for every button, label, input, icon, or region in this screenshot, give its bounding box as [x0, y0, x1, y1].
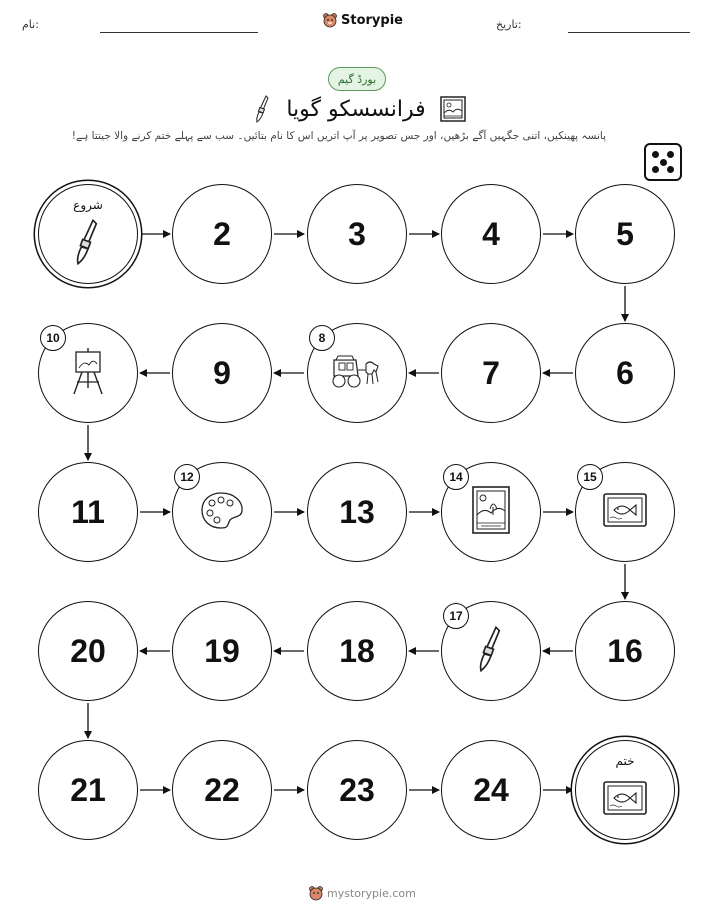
space-number: 9	[213, 354, 231, 391]
board-space-6[interactable]	[575, 323, 675, 423]
easel-icon	[68, 346, 108, 400]
space-number: 5	[616, 215, 634, 252]
fish-painting-icon	[602, 780, 648, 820]
board-space-11[interactable]	[38, 462, 138, 562]
space-number: 21	[70, 771, 106, 808]
start-label: شروع	[73, 198, 103, 212]
board-space-10[interactable]	[38, 323, 138, 423]
board-space-17[interactable]	[441, 601, 541, 701]
space-number: 13	[339, 493, 375, 530]
space-number: 2	[213, 215, 231, 252]
board-space-13[interactable]	[307, 462, 407, 562]
paintbrush-icon	[71, 217, 105, 271]
space-number: 16	[607, 632, 643, 669]
space-number: 7	[482, 354, 500, 391]
board-space-24[interactable]	[441, 740, 541, 840]
board-space-20[interactable]	[38, 601, 138, 701]
board-space-23[interactable]	[307, 740, 407, 840]
start-space[interactable]	[38, 184, 138, 284]
space-number: 11	[71, 493, 105, 530]
board-space-8[interactable]	[307, 323, 407, 423]
space-number-badge: 17	[443, 603, 469, 629]
space-number-badge: 10	[40, 325, 66, 351]
board-space-15[interactable]	[575, 462, 675, 562]
carriage-icon	[330, 352, 384, 394]
board-space-9[interactable]	[172, 323, 272, 423]
board-space-12[interactable]	[172, 462, 272, 562]
date-label: تاریخ:	[496, 18, 522, 31]
space-number: 6	[616, 354, 634, 391]
paintbrush-icon	[474, 624, 508, 678]
space-number: 19	[204, 632, 240, 669]
footer	[308, 885, 416, 901]
board-space-2[interactable]	[172, 184, 272, 284]
board-space-14[interactable]	[441, 462, 541, 562]
board-space-16[interactable]	[575, 601, 675, 701]
board-space-4[interactable]	[441, 184, 541, 284]
fish-painting-icon	[602, 492, 648, 532]
board-space-18[interactable]	[307, 601, 407, 701]
finish-space[interactable]	[575, 740, 675, 840]
space-number-badge: 14	[443, 464, 469, 490]
space-number: 4	[482, 215, 500, 252]
space-number-badge: 12	[174, 464, 200, 490]
board-space-21[interactable]	[38, 740, 138, 840]
finish-label: ختم	[615, 754, 635, 768]
footer-url[interactable]: mystorypie.com	[327, 886, 416, 900]
palette-icon	[199, 490, 245, 534]
landscape-painting-icon	[471, 485, 511, 539]
board-space-7[interactable]	[441, 323, 541, 423]
brand-name: Storypie	[341, 12, 403, 28]
space-number: 24	[473, 771, 509, 808]
space-number: 18	[339, 632, 375, 669]
board-space-5[interactable]	[575, 184, 675, 284]
board-space-22[interactable]	[172, 740, 272, 840]
instructions-text: پانسہ پھینکیں، اتنی جگہیں آگے بڑھیں، اور جس تصویر پر آپ اتریں اس کا نام بتائیں۔ سب سے پہلے ختم کرنے والا جیتتا ہے!	[71, 130, 606, 142]
board-space-19[interactable]	[172, 601, 272, 701]
space-number-badge: 15	[577, 464, 603, 490]
board-game-badge: بورڈ گیم	[328, 67, 386, 91]
space-number: 3	[348, 215, 366, 252]
space-number: 22	[204, 771, 240, 808]
board-space-3[interactable]	[307, 184, 407, 284]
space-number: 20	[70, 632, 106, 669]
name-label: نام:	[22, 18, 39, 31]
page-title: فرانسسکو گویا	[286, 96, 426, 122]
storypie-mascot-icon	[308, 885, 324, 901]
space-number-badge: 8	[309, 325, 335, 351]
space-number: 23	[339, 771, 375, 808]
